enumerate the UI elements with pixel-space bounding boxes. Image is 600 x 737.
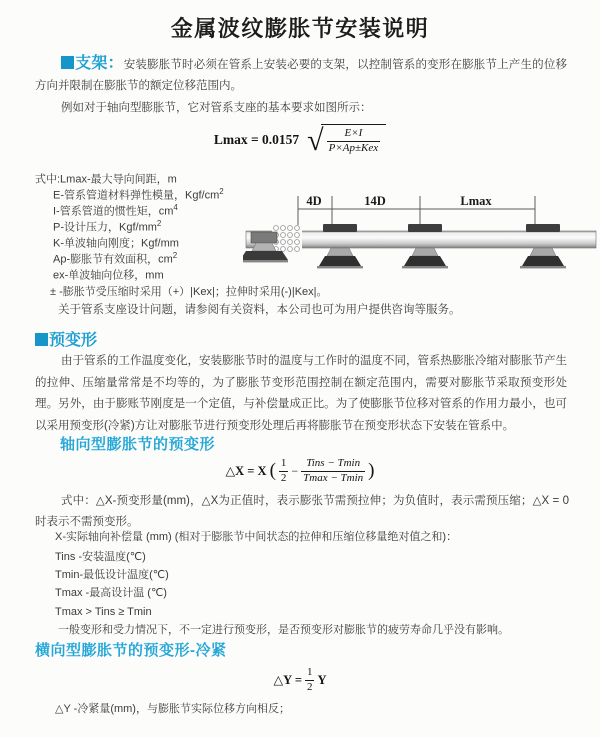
half-denominator: 2 [280, 471, 287, 484]
axial-formula-lhs: △X = X [225, 464, 267, 479]
minus-sign: − [291, 463, 299, 478]
section-square-icon [61, 56, 74, 69]
x-note: X-实际轴向补偿量 (mm) (相对于膨胀节中间状态的拉伸和压缩位移量绝对值之和)： [55, 531, 458, 543]
support-example-text: 例如对于轴向型膨胀节，它对管系支座的基本要求如图所示： [61, 102, 372, 114]
close-paren: ) [368, 460, 375, 482]
definition-row [53, 264, 164, 284]
half-denominator: 2 [306, 680, 313, 693]
section-square-icon [35, 333, 48, 346]
support-section-heading: 支架： [75, 55, 124, 72]
temp-definition: Tins -安装温度(℃) [55, 551, 146, 563]
definition-text: ex-单波轴向位移，mm [53, 269, 164, 282]
support-intro-text: 安装膨胀节时必须在管系上安装必要的支架，以控制管系的变形在膨胀节上产生的位移方向并限制在膨胀节的额定位移范围内。 [35, 59, 567, 92]
half-numerator: 1 [280, 457, 287, 469]
page-title: 金属波纹膨胀节安装说明 [170, 16, 430, 41]
temp-definition: Tmax -最高设计温 (℃) [55, 587, 167, 599]
predeform-body-paragraph: 由于管系的工作温度变化，安装膨胀节时的温度与工作时的温度不同，管系热膨胀冷缩对膨胀节产生的拉伸、压缩量常常是不均等的，为了膨胀节变形范围控制在额定范围内，需要对膨胀节采取预变形处理。另外，由于膨账节刚度是一个定值，与补偿量成正比。为了使膨胀节位移对管系的作用力最小，也可以采用预变形(冷紧)方让对膨胀节进行预变形处理后再将膨胀节在预变形状态下安装在管系中。 [35, 355, 567, 432]
lateral-formula-lhs: △Y = [273, 673, 302, 688]
definition-text: 式中:Lmax-最大导向间距，m [35, 173, 177, 186]
sqrt-radical [307, 124, 386, 156]
support-intro-paragraph [35, 55, 567, 97]
lateral-subsection-heading: 横向型膨胀节的预变形-冷紧 [35, 642, 227, 659]
general-note: 一般变形和受力情况下，不一定进行预变形，是否预变形对膨胀节的疲劳寿命几乎没有影响。 [58, 624, 509, 636]
lmax-sqrt-numerator: E×I [344, 127, 363, 139]
lmax-formula-lhs: Lmax = 0.0157 [213, 131, 300, 147]
definition-sup: 2 [219, 187, 224, 196]
lmax-formula [0, 124, 600, 156]
definition-text: I-管系管道的惯性矩，cm [53, 205, 174, 218]
definition-sup: 2 [172, 251, 178, 260]
definition-text: Ap-膨胀节有效面积，cm [53, 253, 173, 266]
axial-formula [0, 457, 600, 486]
dimension-label-lmax: Lmax [460, 194, 492, 208]
axial-subsection-heading: 轴向型膨胀节的预变形 [60, 436, 216, 453]
axial-explain-paragraph: 式中：△X-预变形量(mm)，△X为正值时，表示膨张节需预拉伸；为负值时，表示需预压缩；△X = 0时表示不需预变形。 [35, 495, 569, 528]
lateral-formula [0, 666, 600, 695]
predeform-section-heading: 预变形 [49, 332, 98, 349]
lateral-formula-rhs: Y [317, 672, 327, 687]
definition-text: K-单波轴向刚度；Kgf/mm [53, 237, 179, 250]
definition-text: P-设计压力，Kgf/mm [53, 221, 157, 234]
plus-minus-note: ± -膨胀节受压缩时采用（+）|Kex|；拉伸时采用(-)|Kex|。 [50, 286, 328, 298]
support-section [35, 55, 567, 119]
open-paren: ( [269, 460, 276, 482]
lmax-sqrt-denominator: P×Ap±Kex [328, 141, 379, 154]
dimension-label-14d: 14D [364, 194, 386, 208]
dimension-label-4d: 4D [306, 194, 322, 208]
half-numerator: 1 [306, 666, 313, 678]
definition-text: E-管系管道材料弹性模量，Kgf/cm [53, 189, 220, 202]
temp-frac-numerator: Tins − Tmin [306, 457, 361, 469]
sqrt-sign: √ [307, 123, 324, 157]
definition-sup: 4 [173, 203, 178, 212]
temp-relation: Tmax > Tins ≥ Tmin [55, 606, 152, 618]
predeform-section-header [35, 332, 97, 350]
definition-sup: 2 [156, 219, 162, 228]
temp-definition: Tmin-最低设计温度(℃) [55, 569, 169, 581]
consult-note: 关于管系支座设计问题，请参阅有关资料，本公司也可为用户提供咨询等服务。 [58, 304, 461, 316]
temp-frac-denominator: Tmax − Tmin [303, 471, 364, 484]
pipe-support-diagram [243, 192, 599, 288]
lateral-note: △Y -冷紧量(mm)，与膨胀节实际位移方向相反； [55, 703, 290, 715]
